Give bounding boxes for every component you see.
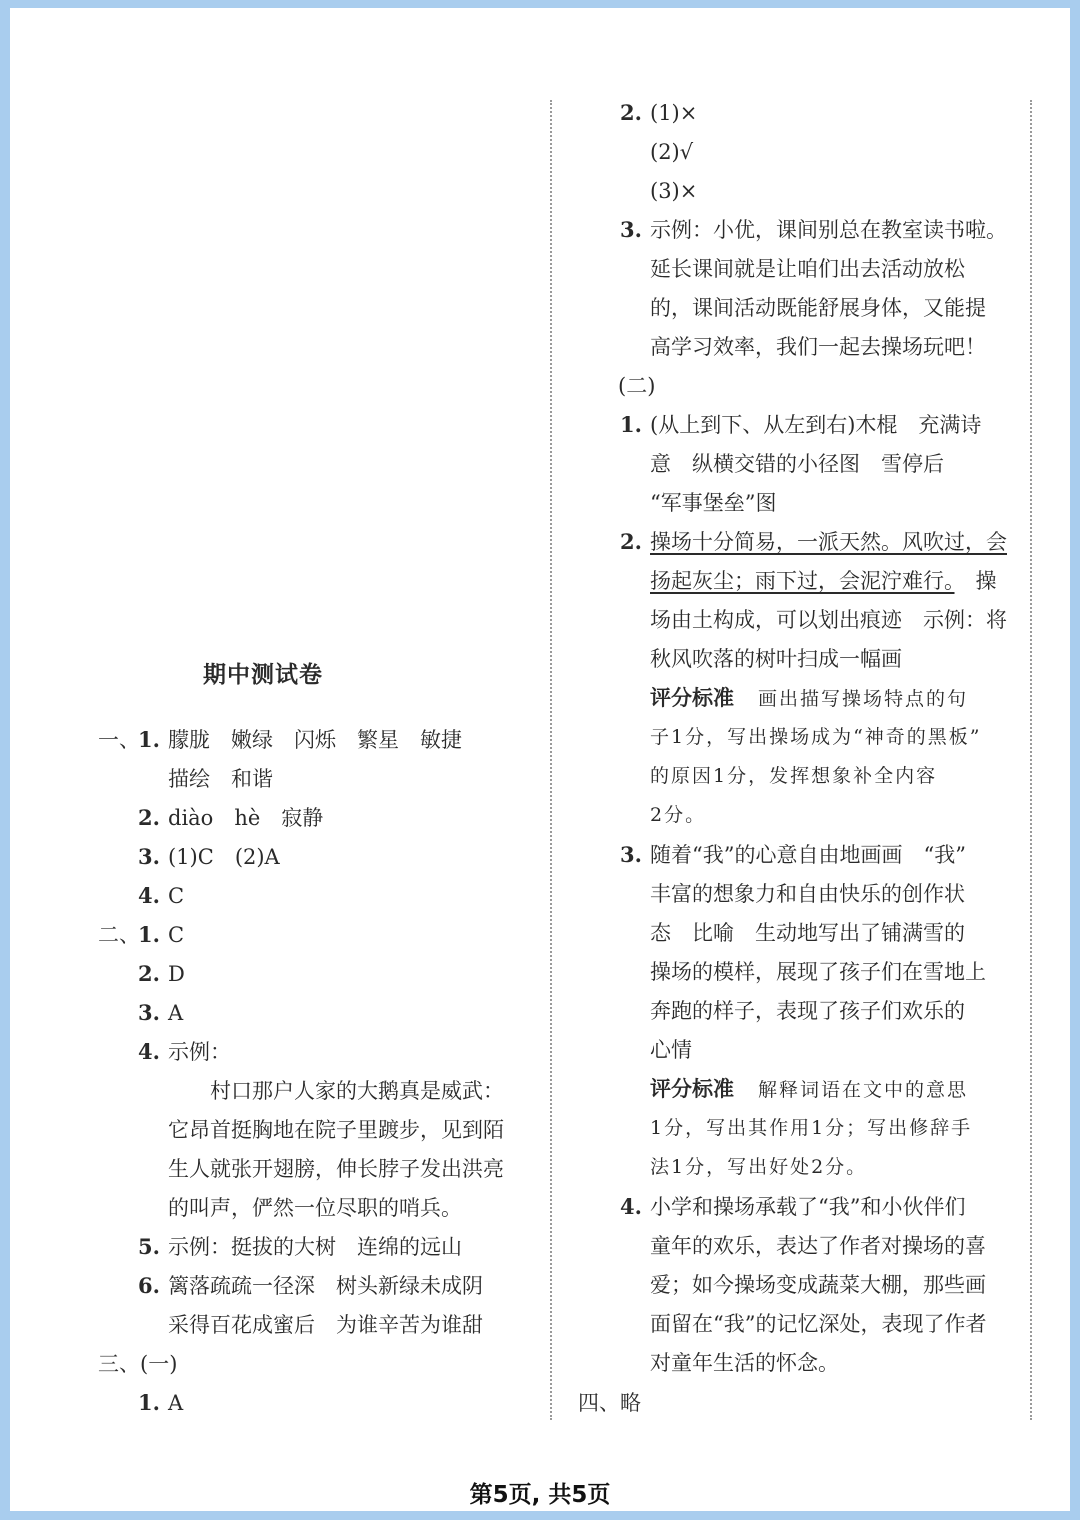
- p4-line5: 对童年生活的怀念。: [650, 1351, 839, 1375]
- p2-score-line1: [650, 683, 968, 714]
- r-q2-line3: (3)×: [650, 179, 698, 203]
- r-q3-line4: 高学习效率，我们一起去操场玩吧！: [650, 335, 986, 359]
- s2-q2-line1: D: [168, 962, 185, 986]
- p3-score-text1: 解释词语在文中的意思: [758, 1079, 969, 1101]
- p2-score-line4: 2分。: [650, 804, 707, 826]
- p1-line3: “军事堡垒”图: [650, 491, 777, 515]
- s1-q3-num: 3.: [138, 844, 160, 869]
- r-q3-line2: 延长课间就是让咱们出去活动放松: [650, 257, 965, 281]
- r-q3-line1: 示例：小优，课间别总在教室读书啦。: [650, 218, 1007, 242]
- s2-q4-num: 4.: [138, 1039, 160, 1064]
- section-3-label: 三、(一): [98, 1352, 178, 1376]
- s2-q5-num: 5.: [138, 1234, 160, 1259]
- p1-line2: 意 纵横交错的小径图 雪停后: [650, 452, 944, 476]
- page-footer: 第5页, 共5页: [469, 1482, 611, 1508]
- s2-q3-line1: A: [168, 1001, 184, 1025]
- r-q2-line1: (1)×: [650, 101, 698, 125]
- s2-q4-line1: 示例：: [168, 1040, 231, 1064]
- p2-line3: 场由土构成，可以划出痕迹 示例：将: [650, 608, 1007, 632]
- answer-page: [10, 8, 1070, 1511]
- s1-q1-num: 1.: [138, 727, 160, 752]
- p2-num: 2.: [620, 529, 642, 554]
- s2-q1-num: 1.: [138, 922, 160, 947]
- p3-score-line3: 法1分，写出好处2分。: [650, 1156, 868, 1178]
- r-q2-line2: (2)√: [650, 140, 694, 164]
- p2-underlined-line2: 扬起灰尘；雨下过，会泥泞难行。: [650, 569, 955, 593]
- s1-q2-num: 2.: [138, 805, 160, 830]
- p3-score-line2: 1分，写出其作用1分；写出修辞手: [650, 1117, 973, 1139]
- p3-line5: 奔跑的样子，表现了孩子们欢乐的: [650, 999, 965, 1023]
- s2-q6-num: 6.: [138, 1273, 160, 1298]
- r-q3-num: 3.: [620, 217, 642, 242]
- p3-score-label: 评分标准: [650, 1076, 734, 1101]
- s1-q3-line1: (1)C (2)A: [168, 845, 280, 869]
- p3-line2: 丰富的想象力和自由快乐的创作状: [650, 882, 965, 906]
- p2-underlined-line1: 操场十分简易，一派天然。风吹过，会: [650, 530, 1007, 554]
- s1-q2-line1: diào hè 寂静: [168, 806, 324, 830]
- exam-title: 期中测试卷: [203, 662, 323, 688]
- s2-q4-line3: 它昂首挺胸地在院子里踱步，见到陌: [168, 1118, 504, 1142]
- p4-num: 4.: [620, 1194, 642, 1219]
- s2-q5-line1: 示例：挺拔的大树 连绵的远山: [168, 1235, 462, 1259]
- p3-line4: 操场的模样，展现了孩子们在雪地上: [650, 960, 986, 984]
- s2-q6-line2: 采得百花成蜜后 为谁辛苦为谁甜: [168, 1313, 483, 1337]
- p3-num: 3.: [620, 842, 642, 867]
- section-2-label: 二、: [98, 923, 140, 947]
- s2-q1-line1: C: [168, 923, 185, 947]
- s1-q4-num: 4.: [138, 883, 160, 908]
- s3-q1-num: 1.: [138, 1390, 160, 1415]
- s2-q4-line2: 村口那户人家的大鹅真是威武：: [168, 1079, 504, 1103]
- p2-line2: [650, 566, 997, 596]
- s2-q4-line4: 生人就张开翅膀，伸长脖子发出洪亮: [168, 1157, 504, 1181]
- s2-q6-line1: 篱落疏疏一径深 树头新绿未成阴: [168, 1274, 483, 1298]
- s1-q1-line2: 描绘 和谐: [168, 767, 273, 791]
- s3-q1-line1: A: [168, 1391, 184, 1415]
- p2-score-line2: 子1分，写出操场成为“神奇的黑板”: [650, 726, 982, 748]
- p3-score-line1: [650, 1074, 968, 1105]
- r-q2-num: 2.: [620, 100, 642, 125]
- p2-score-text1: 画出描写操场特点的句: [758, 688, 969, 710]
- r-q3-line3: 的，课间活动既能舒展身体，又能提: [650, 296, 986, 320]
- p1-line1: (从上到下、从左到右)木棍 充满诗: [650, 413, 982, 437]
- p4-line2: 童年的欢乐，表达了作者对操场的喜: [650, 1234, 986, 1258]
- section-4-label: 四、略: [578, 1391, 641, 1415]
- p4-line3: 爱；如今操场变成蔬菜大棚，那些画: [650, 1273, 986, 1297]
- s1-q4-line1: C: [168, 884, 185, 908]
- column-divider-left: [550, 100, 552, 1420]
- p4-line4: 面留在“我”的记忆深处，表现了作者: [650, 1312, 987, 1336]
- p2-score-label: 评分标准: [650, 685, 734, 710]
- s2-q4-line5: 的叫声，俨然一位尽职的哨兵。: [168, 1196, 462, 1220]
- p2-line4: 秋风吹落的树叶扫成一幅画: [650, 647, 902, 671]
- p2-line2-rest: 操: [954, 569, 997, 593]
- s2-q2-num: 2.: [138, 961, 160, 986]
- p1-num: 1.: [620, 412, 642, 437]
- section-1-label: 一、: [98, 728, 140, 752]
- p3-line1: 随着“我”的心意自由地画画 “我”: [650, 843, 966, 867]
- column-divider-right: [1030, 100, 1032, 1420]
- s2-q3-num: 3.: [138, 1000, 160, 1025]
- p3-line6: 心情: [650, 1038, 692, 1062]
- s1-q1-line1: 朦胧 嫩绿 闪烁 繁星 敏捷: [168, 728, 462, 752]
- part-2-label: (二): [618, 374, 656, 398]
- p3-line3: 态 比喻 生动地写出了铺满雪的: [650, 921, 965, 945]
- p4-line1: 小学和操场承载了“我”和小伙伴们: [650, 1195, 966, 1219]
- p2-score-line3: 的原因1分，发挥想象补全内容: [650, 765, 938, 787]
